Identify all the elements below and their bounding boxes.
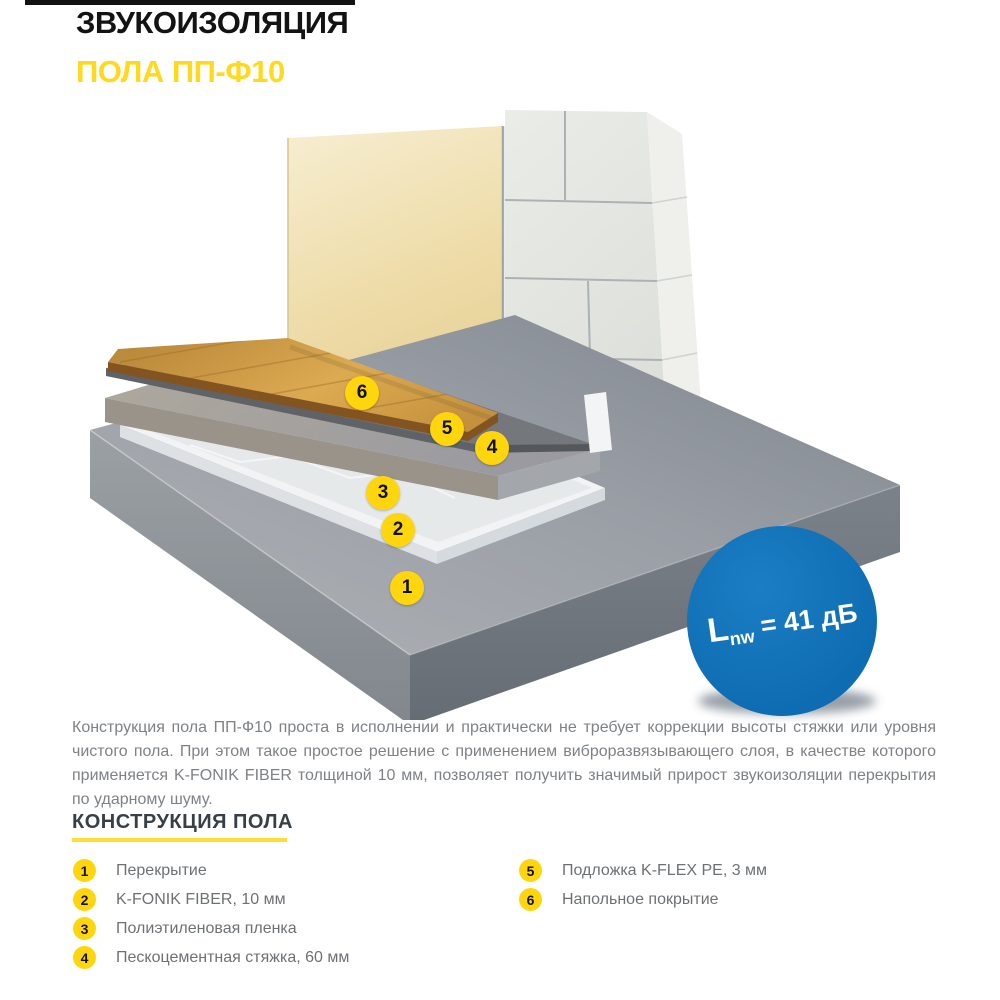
legend-label: Полиэтиленовая пленка	[116, 919, 297, 937]
page-title-line1: ЗВУКОИЗОЛЯЦИЯ	[76, 5, 349, 40]
legend-item-1	[72, 856, 518, 885]
marker-1: 1	[390, 571, 424, 605]
legend-item-4	[72, 943, 518, 972]
marker-6: 6	[345, 376, 379, 410]
marker-5: 5	[430, 412, 464, 446]
legend-label: Напольное покрытие	[562, 890, 719, 908]
legend-number-badge: 6	[519, 888, 542, 911]
construction-legend	[72, 856, 964, 972]
legend-item-3	[72, 914, 518, 943]
legend-item-6	[518, 885, 964, 914]
page-title-line2: ПОЛА ПП-Ф10	[76, 54, 285, 89]
marker-4: 4	[475, 431, 509, 465]
legend-number-badge: 5	[519, 859, 542, 882]
floor-construction-illustration	[60, 100, 900, 720]
legend-label: Пескоцементная стяжка, 60 мм	[116, 948, 350, 966]
description-paragraph: Конструкция пола ПП-Ф10 проста в исполнении и практически не требует коррекции высоты стяжки или уровня чистого пола. При этом такое простое решение с применением виброразвязывающего слоя, в качестве которого применяется K-FONIK FIBER толщиной 10 мм, позволяет получить значимый прирост звукоизоляции перекрытия по ударному шуму.	[72, 719, 936, 808]
legend-label: Подложка K-FLEX PE, 3 мм	[562, 861, 768, 879]
legend-number-badge: 1	[73, 859, 96, 882]
heading-underline	[72, 838, 287, 842]
legend-column-right	[518, 856, 964, 972]
legend-label: K-FONIK FIBER, 10 мм	[116, 890, 286, 908]
legend-number-badge: 2	[73, 888, 96, 911]
sound-index-badge	[687, 526, 877, 716]
construction-heading: КОНСТРУКЦИЯ ПОЛА	[72, 811, 293, 833]
sound-index-value: Lnw = 41 дБ	[704, 597, 859, 650]
legend-item-2	[72, 885, 518, 914]
marker-2: 2	[381, 513, 415, 547]
legend-number-badge: 4	[73, 946, 96, 969]
legend-label: Перекрытие	[116, 861, 207, 879]
legend-number-badge: 3	[73, 917, 96, 940]
legend-column-left	[72, 856, 518, 972]
legend-item-5	[518, 856, 964, 885]
marker-3: 3	[366, 476, 400, 510]
